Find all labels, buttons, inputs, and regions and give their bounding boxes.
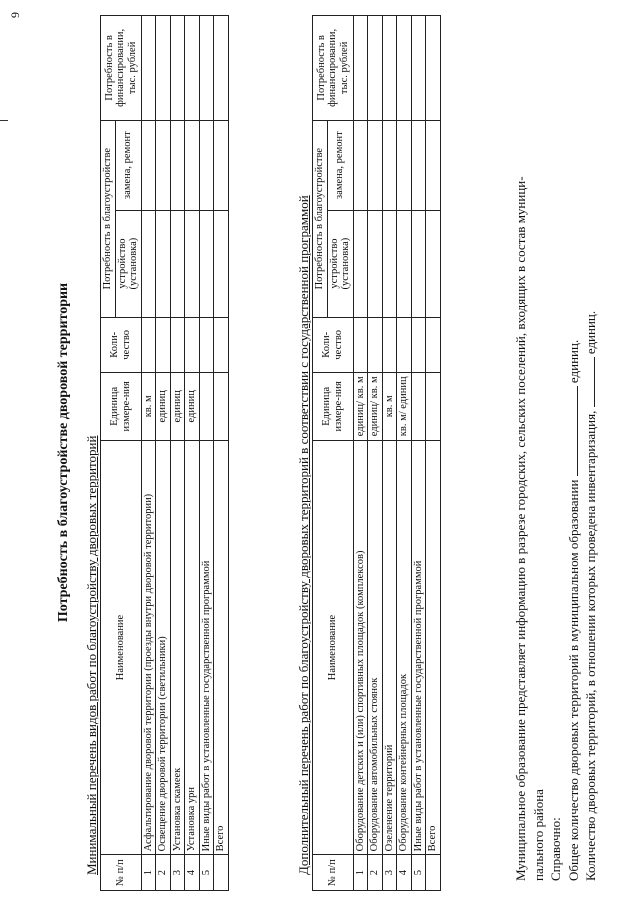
row-repair	[156, 120, 171, 210]
row-repair	[185, 120, 200, 210]
row-unit	[214, 372, 229, 440]
row-finance	[353, 16, 368, 121]
row-num	[214, 855, 229, 891]
row-unit: кв. м	[382, 372, 397, 440]
row-unit: кв. м/ единиц	[397, 372, 412, 440]
row-device	[170, 210, 185, 317]
footer-total-label: Общее количество дворовых территорий в муниципальном образовании	[565, 479, 581, 881]
table-row	[397, 16, 412, 891]
row-repair	[368, 120, 383, 210]
row-name: Иные виды работ в установленные государственной программой	[199, 440, 214, 855]
row-unit: кв. м	[141, 372, 156, 440]
row-finance	[170, 16, 185, 121]
table-row	[156, 16, 171, 891]
header-name: Наименование	[313, 440, 354, 855]
header-finance: Потребность в финансировании, тыс. рублей	[313, 16, 354, 121]
row-name: Установка урн	[185, 440, 200, 855]
row-name: Озеленение территорий	[382, 440, 397, 855]
row-num: 3	[382, 855, 397, 891]
table-row	[199, 16, 214, 891]
row-name: Оборудование детских и (или) спортивных площадок (комплексов)	[353, 440, 368, 855]
row-finance	[199, 16, 214, 121]
footer-line-total	[565, 21, 583, 881]
row-qty	[141, 317, 156, 372]
table-header-row	[101, 16, 116, 891]
footer-line: Справочно:	[548, 817, 564, 881]
row-repair	[353, 120, 368, 210]
row-num: 4	[397, 855, 412, 891]
row-qty	[156, 317, 171, 372]
footer-line: пального района	[530, 789, 546, 881]
row-device	[214, 210, 229, 317]
row-finance	[156, 16, 171, 121]
row-name: Освещение дворовой территории (светильники)	[156, 440, 171, 855]
row-unit	[199, 372, 214, 440]
row-num	[426, 855, 441, 891]
row-qty	[199, 317, 214, 372]
row-unit: единиц	[170, 372, 185, 440]
footer-inventory-unit: единиц.	[583, 310, 599, 355]
header-unit: Единица измере-ния	[313, 372, 354, 440]
additional-works-table	[312, 15, 441, 891]
table-row	[382, 16, 397, 891]
table2-caption: Дополнительный перечень работ по благоустройству дворовых территорий в соответствии с государственной программой	[296, 195, 311, 875]
row-unit: единиц	[156, 372, 171, 440]
row-device	[185, 210, 200, 317]
table-row	[411, 16, 426, 891]
footer-notes	[512, 21, 600, 881]
header-name: Наименование	[101, 440, 142, 855]
row-repair	[382, 120, 397, 210]
row-num: 4	[185, 855, 200, 891]
row-num: 2	[156, 855, 171, 891]
row-qty	[170, 317, 185, 372]
page-number: 9	[8, 12, 22, 18]
table-row	[141, 16, 156, 891]
row-finance	[411, 16, 426, 121]
row-device	[426, 210, 441, 317]
row-repair	[397, 120, 412, 210]
row-name: Асфальтирование дворовой территории (проезды внутри дворовой территории)	[141, 440, 156, 855]
row-repair	[214, 120, 229, 210]
header-unit: Единица измере-ния	[101, 372, 142, 440]
header-need-group: Потребность в благоустройстве	[101, 120, 116, 317]
header-need-group: Потребность в благоустройстве	[313, 120, 328, 317]
row-name: Всего	[426, 440, 441, 855]
table-row	[170, 16, 185, 891]
row-num: 2	[368, 855, 383, 891]
row-device	[411, 210, 426, 317]
row-device	[156, 210, 171, 317]
row-qty	[397, 317, 412, 372]
footer-inventory-label: Количество дворовых территорий, в отношении которых проведена инвентаризация,	[583, 410, 599, 881]
header-num: № п/п	[313, 855, 354, 891]
header-qty: Коли-чество	[101, 317, 142, 372]
row-qty	[185, 317, 200, 372]
table-total-row	[426, 16, 441, 891]
table1-caption: Минимальный перечень видов работ по благоустройству дворовых территорий	[84, 435, 99, 875]
footer-total-unit: единиц.	[565, 339, 581, 384]
row-finance	[368, 16, 383, 121]
blank-field	[577, 386, 578, 476]
row-finance	[214, 16, 229, 121]
row-unit	[426, 372, 441, 440]
row-finance	[382, 16, 397, 121]
row-finance	[141, 16, 156, 121]
row-device	[141, 210, 156, 317]
row-repair	[141, 120, 156, 210]
row-finance	[185, 16, 200, 121]
row-repair	[170, 120, 185, 210]
row-repair	[426, 120, 441, 210]
header-num: № п/п	[101, 855, 142, 891]
row-qty	[426, 317, 441, 372]
footer-line-inventory	[582, 21, 600, 881]
row-name: Оборудование автомобильных стоянок	[368, 440, 383, 855]
row-device	[368, 210, 383, 317]
row-name: Иные виды работ в установленные государственной программой	[411, 440, 426, 855]
row-unit	[411, 372, 426, 440]
row-unit: единиц/ кв. м	[368, 372, 383, 440]
row-name: Установка скамеек	[170, 440, 185, 855]
footer-line: Муниципальное образование представляет информацию в разрезе городских, сельских поселений, входящих в состав муници-	[513, 176, 528, 881]
row-qty	[353, 317, 368, 372]
row-num: 1	[353, 855, 368, 891]
row-finance	[426, 16, 441, 121]
row-qty	[214, 317, 229, 372]
row-finance	[397, 16, 412, 121]
row-unit: единиц	[185, 372, 200, 440]
row-num: 5	[411, 855, 426, 891]
row-device	[382, 210, 397, 317]
row-name: Всего	[214, 440, 229, 855]
table-row	[185, 16, 200, 891]
header-qty: Коли-чество	[313, 317, 354, 372]
document-title: Потребность в благоустройстве дворовой территории	[56, 282, 71, 623]
row-device	[353, 210, 368, 317]
table-row	[368, 16, 383, 891]
row-num: 3	[170, 855, 185, 891]
row-qty	[368, 317, 383, 372]
row-unit: единиц/ кв. м	[353, 372, 368, 440]
header-repair: замена, ремонт	[327, 120, 353, 210]
row-qty	[411, 317, 426, 372]
row-device	[397, 210, 412, 317]
header-repair: замена, ремонт	[115, 120, 141, 210]
table-header-row	[313, 16, 328, 891]
row-num: 1	[141, 855, 156, 891]
row-device	[199, 210, 214, 317]
row-num: 5	[199, 855, 214, 891]
row-repair	[199, 120, 214, 210]
header-device: устройство (установка)	[115, 210, 141, 317]
blank-field	[594, 357, 595, 407]
table-total-row	[214, 16, 229, 891]
row-repair	[411, 120, 426, 210]
header-finance: Потребность в финансировании, тыс. рублей	[101, 16, 142, 121]
row-qty	[382, 317, 397, 372]
table-row	[353, 16, 368, 891]
header-device: устройство (установка)	[327, 210, 353, 317]
minimum-works-table	[100, 15, 229, 891]
row-name: Оборудование контейнерных площадок	[397, 440, 412, 855]
